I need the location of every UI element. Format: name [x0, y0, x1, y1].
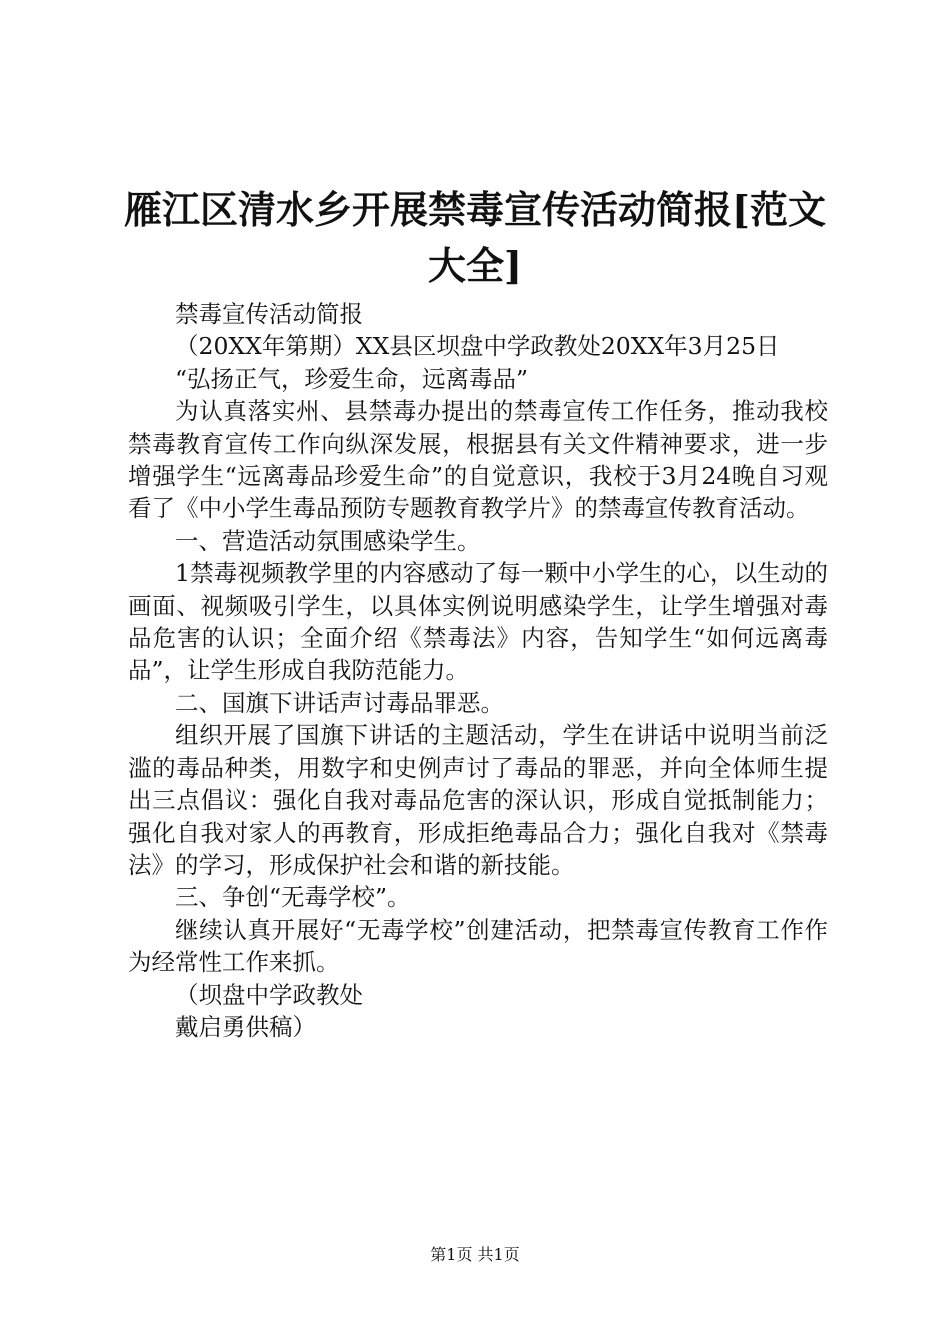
paragraph-section-3: 继续认真开展好“无毒学校”创建活动，把禁毒宣传教育工作作为经常性工作来抓。 — [128, 915, 828, 977]
section-heading-1: 一、营造活动氛围感染学生。 — [175, 526, 481, 555]
document-body — [128, 298, 828, 1043]
paragraph-author: 戴启勇供稿） — [175, 1012, 316, 1041]
section-heading-3: 三、争创“无毒学校”。 — [175, 883, 411, 912]
document-title: 雁江区清水乡开展禁毒宣传活动简报[范文大全] — [124, 187, 826, 288]
paragraph-section-2: 组织开展了国旗下讲话的主题活动，学生在讲话中说明当前泛滥的毒品种类，用数字和史例声讨了毒品的罪恶，并向全体师生提出三点倡议：强化自我对毒品危害的深认识，形成自觉抵制能力；强化自我对家人的再教育，形成拒绝毒品合力；强化自我对《禁毒法》的学习，形成保护社会和谐的新技能。 — [128, 721, 828, 879]
section-heading-2: 二、国旗下讲话声讨毒品罪恶。 — [175, 688, 504, 717]
paragraph-intro: 为认真落实州、县禁毒办提出的禁毒宣传工作任务，推动我校禁毒教育宣传工作向纵深发展，根据县有关文件精神要求，进一步增强学生“远离毒品珍爱生命”的自觉意识，我校于3月24晚自习观看了《中小学生毒品预防专题教育教学片》的禁毒宣传教育活动。 — [128, 397, 828, 523]
paragraph-issue-info: （20XX年第期）XX县区坝盘中学政教处20XX年3月25日 — [175, 332, 780, 361]
paragraph-source-org: （坝盘中学政教处 — [175, 980, 363, 1009]
paragraph-heading: 禁毒宣传活动简报 — [175, 300, 363, 328]
paragraph-section-1: 1禁毒视频教学里的内容感动了每一颗中小学生的心，以生动的画面、视频吸引学生，以具体实例说明感染学生，让学生增强对毒品危害的认识；全面介绍《禁毒法》内容，告知学生“如何远离毒品”，让学生形成自我防范能力。 — [128, 559, 828, 685]
paragraph-slogan: “弘扬正气，珍爱生命，远离毒品” — [175, 364, 529, 393]
page-footer: 第1页 共1页 — [430, 1245, 520, 1264]
